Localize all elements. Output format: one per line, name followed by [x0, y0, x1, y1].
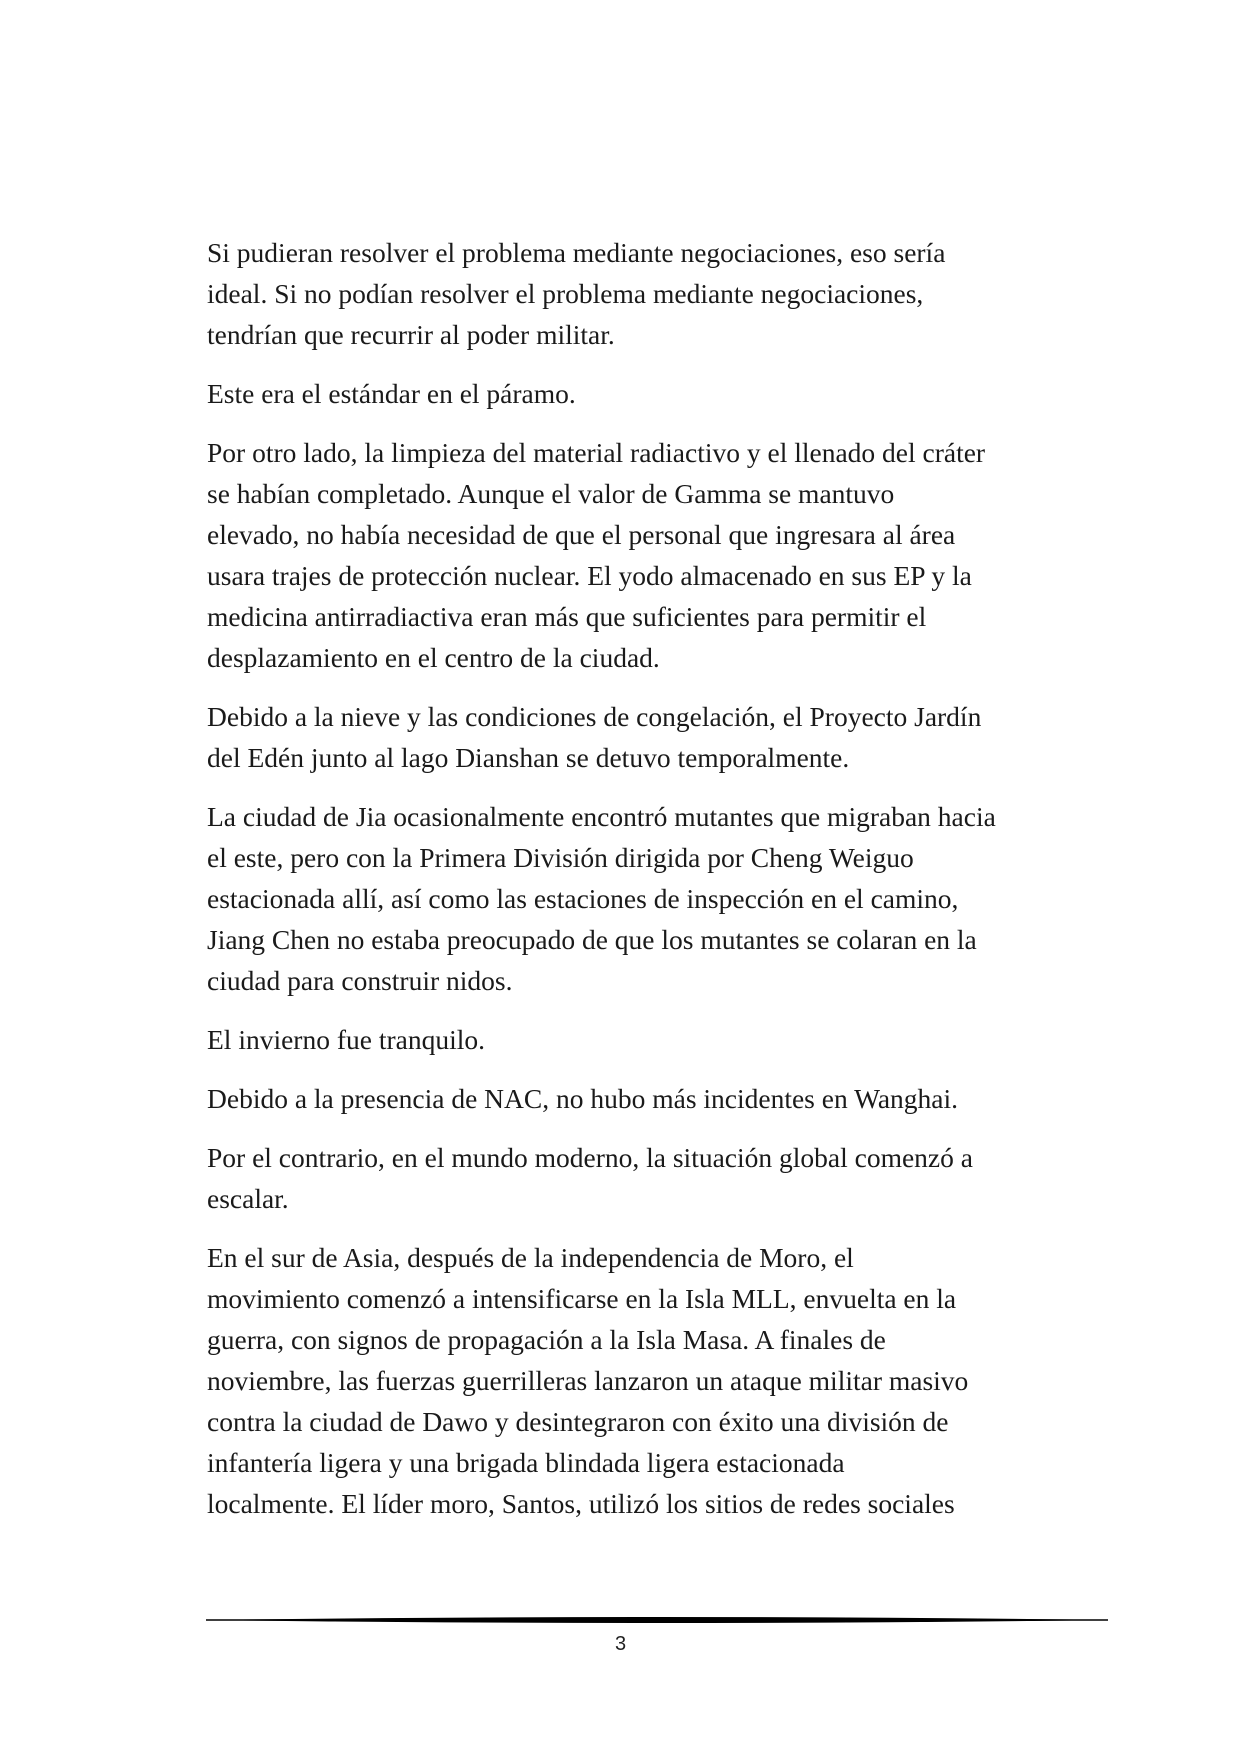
- paragraph-4: Debido a la nieve y las condiciones de congelación, el Proyecto Jardín del Edén junto al lago Dianshan se detuvo temporalmente.: [207, 701, 982, 773]
- paragraph-5: La ciudad de Jia ocasionalmente encontró mutantes que migraban hacia el este, pero con la Primera División dirigida por Cheng Weiguo estacionada allí, así como las estaciones de inspección en el camino, Jiang Chen no estaba preocupado de que los mutantes se colaran en la ciudad para construir nidos.: [207, 801, 996, 996]
- paragraph-9: En el sur de Asia, después de la independencia de Moro, el movimiento comenzó a intensificarse en la Isla MLL, envuelta en la guerra, con signos de propagación a la Isla Masa. A finales de noviembre, las fuerzas guerrilleras lanzaron un ataque militar masivo contra la ciudad de Dawo y desintegraron con éxito una división de infantería ligera y una brigada blindada ligera estacionada localmente. El líder moro, Santos, utilizó los sitios de redes sociales: [207, 1242, 969, 1519]
- paragraph-3: Por otro lado, la limpieza del material radiactivo y el llenado del cráter se habían completado. Aunque el valor de Gamma se mantuvo elevado, no había necesidad de que el personal que ingresara al área usara trajes de protección nuclear. El yodo almacenado en sus EP y la medicina antirradiactiva eran más que suficientes para permitir el desplazamiento en el centro de la ciudad.: [207, 437, 986, 673]
- paragraph-7: Debido a la presencia de NAC, no hubo más incidentes en Wanghai.: [207, 1083, 959, 1114]
- paragraph-8: Por el contrario, en el mundo moderno, la situación global comenzó a escalar.: [207, 1142, 973, 1214]
- paragraph-1: Si pudieran resolver el problema mediante negociaciones, eso sería ideal. Si no podían resolver el problema mediante negociaciones, tendrían que recurrir al poder militar.: [207, 237, 946, 350]
- footer-divider: [206, 1612, 1108, 1628]
- body-text: [207, 232, 1067, 1542]
- paragraph-6: El invierno fue tranquilo.: [207, 1024, 485, 1055]
- paragraph-2: Este era el estándar en el páramo.: [207, 378, 576, 409]
- page-number: 3: [614, 1633, 627, 1655]
